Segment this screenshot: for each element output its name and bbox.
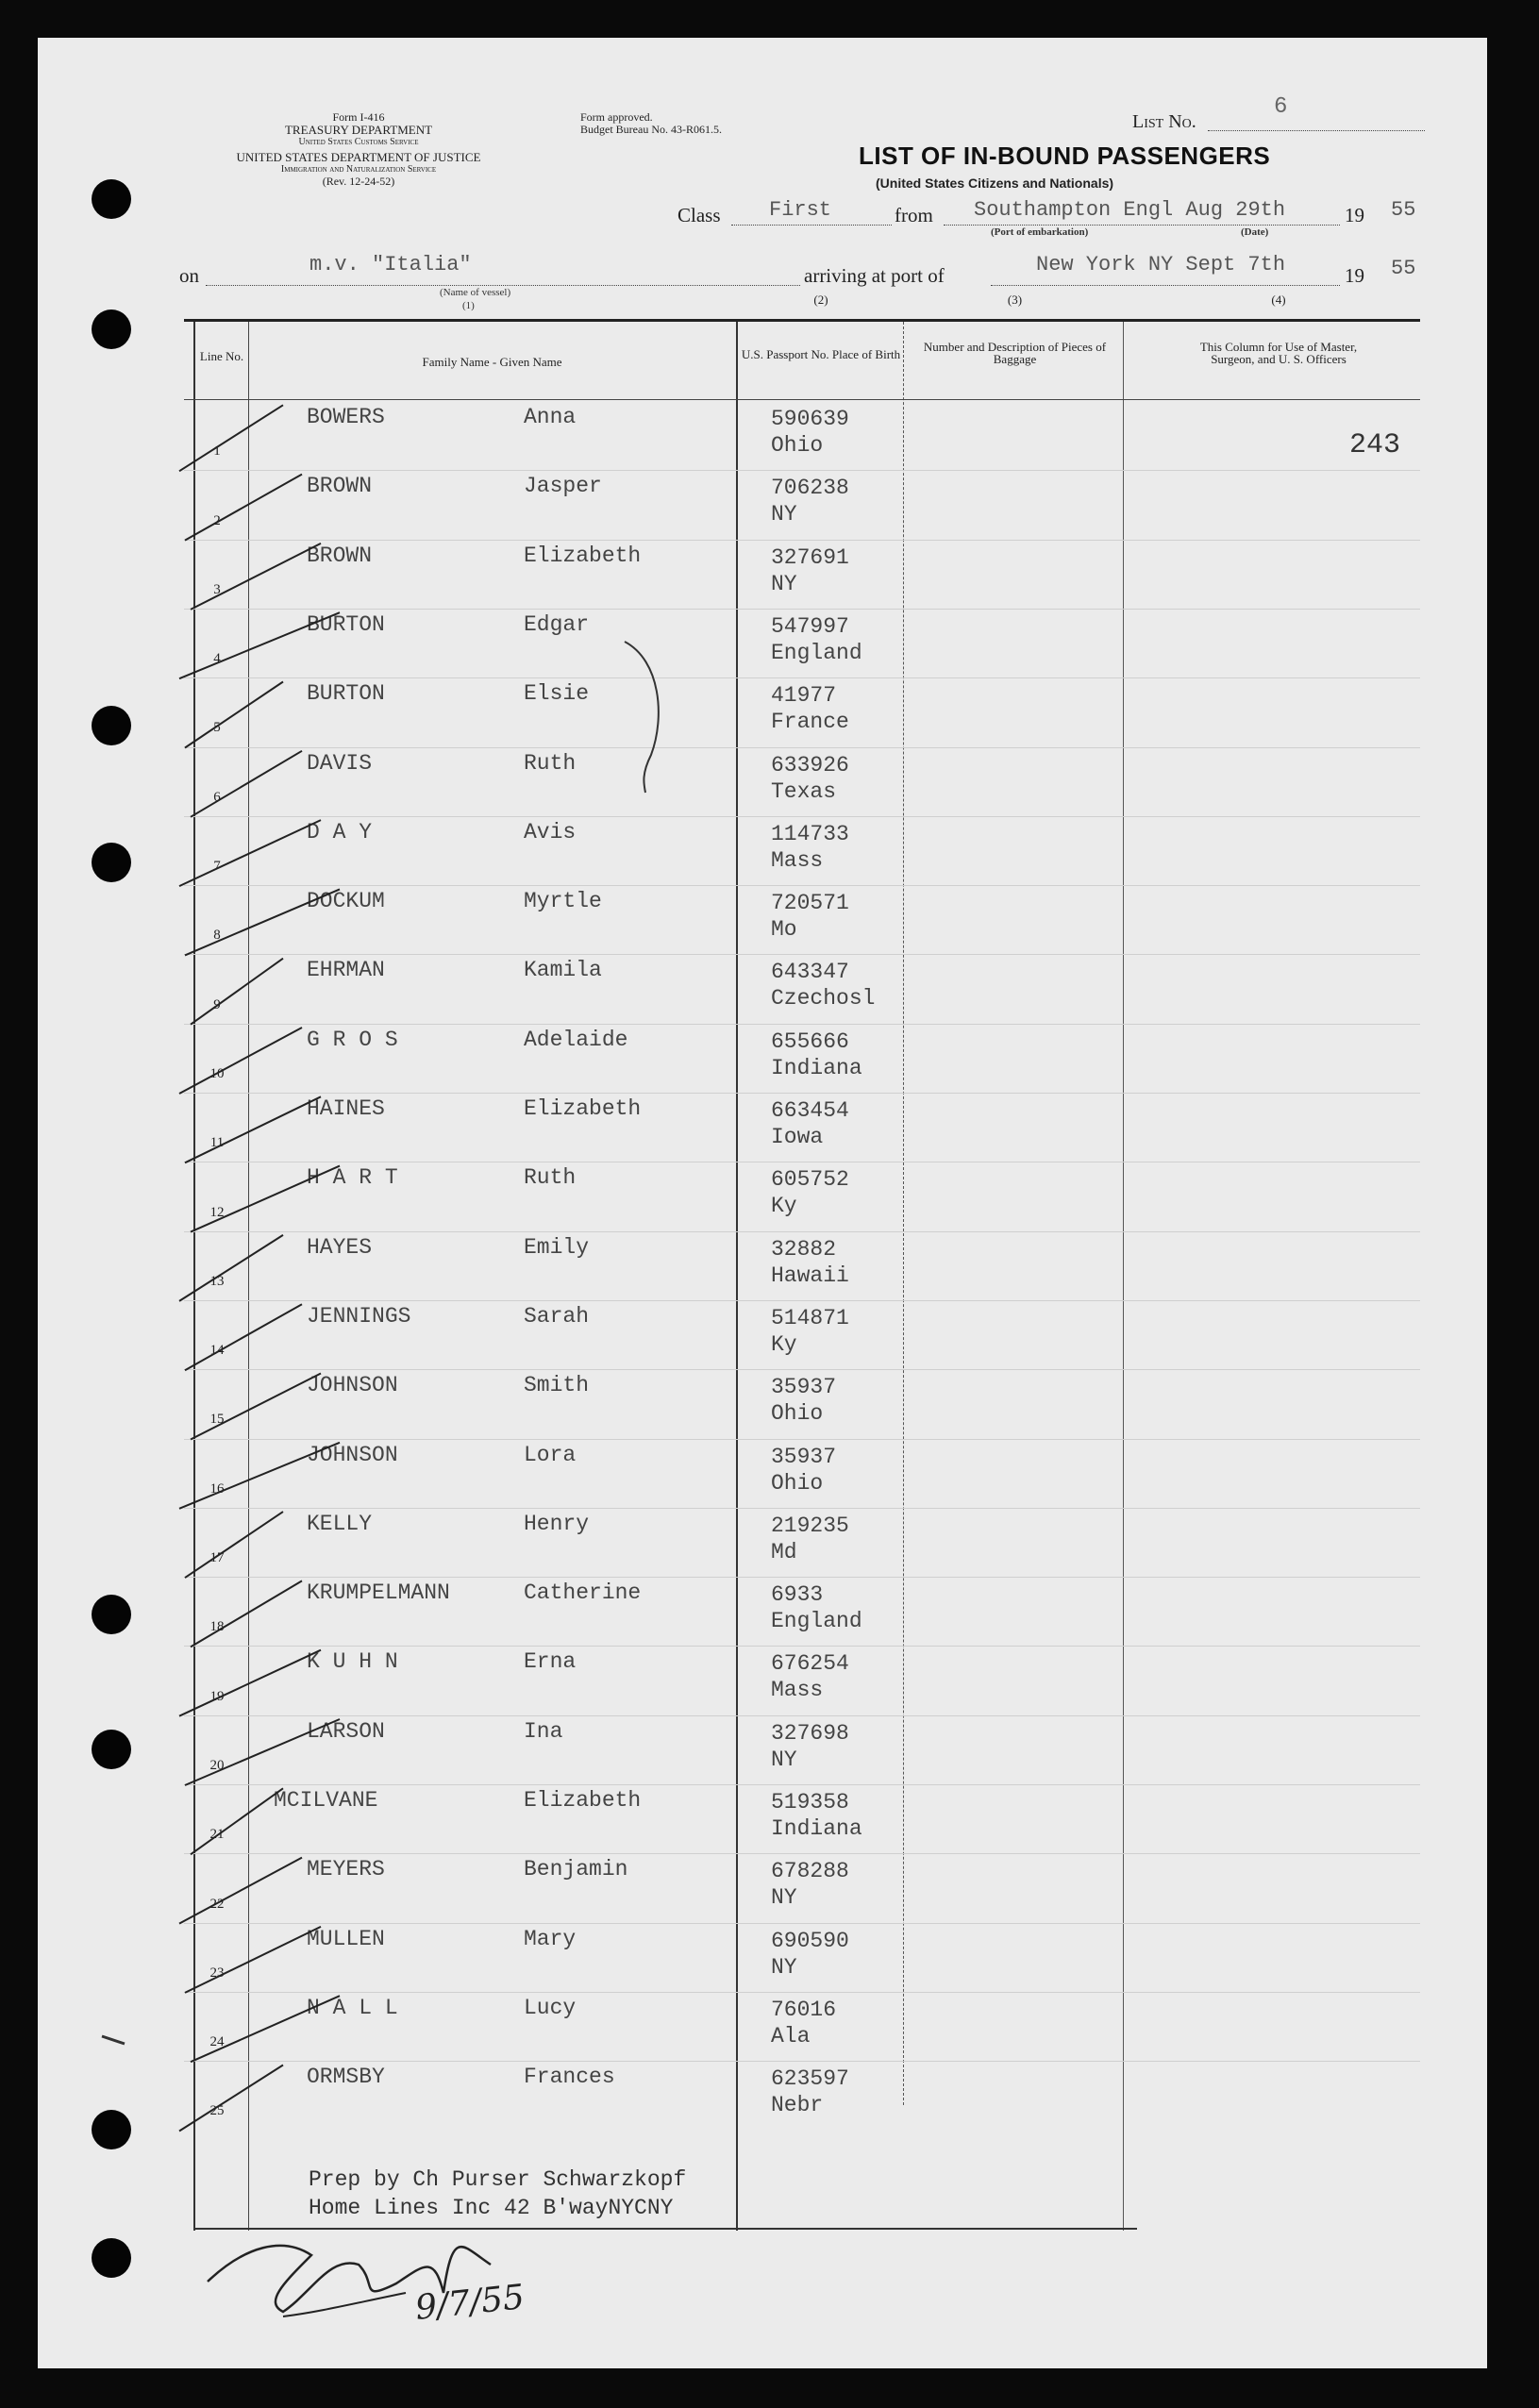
line-number: 5 bbox=[213, 720, 221, 736]
given-name: Myrtle bbox=[524, 889, 602, 914]
agency-line: Immigration and Naturalization Service bbox=[280, 164, 437, 175]
prep-line: Prep by Ch Purser Schwarzkopf bbox=[309, 2167, 687, 2192]
place-of-birth: Iowa bbox=[771, 1125, 824, 1149]
given-name: Smith bbox=[524, 1373, 590, 1398]
family-name: HAYES bbox=[307, 1234, 373, 1260]
line-number: 6 bbox=[213, 789, 221, 805]
approval-line: Budget Bureau No. 43-R061.5. bbox=[580, 123, 722, 136]
given-name: Mary bbox=[524, 1926, 577, 1951]
check-mark bbox=[191, 1374, 321, 1440]
given-name: Frances bbox=[524, 2065, 615, 2090]
arrival-value: New York NY Sept 7th bbox=[1036, 253, 1286, 276]
family-name: JOHNSON bbox=[307, 1442, 398, 1467]
line-number: 17 bbox=[209, 1550, 225, 1566]
passport-number: 690590 bbox=[771, 1928, 849, 1953]
line-number: 20 bbox=[209, 1757, 225, 1773]
place-of-birth: NY bbox=[771, 1885, 797, 1911]
place-of-birth: Ohio bbox=[771, 1401, 824, 1427]
passport-number: 114733 bbox=[771, 821, 849, 846]
place-of-birth: Ky bbox=[771, 1331, 797, 1357]
place-of-birth: Ohio bbox=[771, 1470, 824, 1496]
check-mark bbox=[185, 1512, 283, 1578]
given-name: Benjamin bbox=[524, 1857, 628, 1882]
place-of-birth: Ala bbox=[771, 2023, 811, 2048]
family-name: MCILVANE bbox=[274, 1788, 378, 1813]
family-name: K U H N bbox=[307, 1649, 398, 1675]
line-number: 4 bbox=[213, 651, 221, 667]
passport-number: 663454 bbox=[771, 1098, 849, 1123]
given-name: Edgar bbox=[524, 611, 590, 637]
list-no-label: List No. bbox=[1132, 111, 1196, 132]
given-name: Elizabeth bbox=[524, 543, 642, 568]
place-of-birth: Mass bbox=[771, 847, 824, 873]
col-passport: U.S. Passport No. Place of Birth bbox=[741, 347, 901, 361]
given-name: Ina bbox=[524, 1718, 563, 1744]
line-number: 11 bbox=[209, 1135, 225, 1151]
passport-number: 590639 bbox=[771, 407, 849, 431]
date-caption: (Date) bbox=[1241, 226, 1269, 238]
passport-number: 676254 bbox=[771, 1651, 849, 1677]
line-number: 8 bbox=[213, 928, 221, 944]
line-number: 10 bbox=[209, 1065, 225, 1081]
class-value: First bbox=[769, 198, 832, 222]
given-name: Catherine bbox=[524, 1580, 642, 1606]
given-name: Anna bbox=[524, 405, 577, 429]
family-name: H A R T bbox=[307, 1165, 398, 1191]
place-of-birth: NY bbox=[771, 1747, 797, 1772]
check-mark bbox=[179, 1235, 283, 1301]
check-mark bbox=[191, 1788, 283, 1854]
given-name: Ruth bbox=[524, 750, 577, 776]
passport-number: 623597 bbox=[771, 2066, 849, 2092]
col-officers: This Column for Use of Master, Surgeon, and U. S. Officers bbox=[1199, 340, 1358, 366]
family-name: G R O S bbox=[307, 1027, 398, 1052]
family-name: HAINES bbox=[307, 1096, 385, 1121]
signature-date: 9/7/55 bbox=[413, 2278, 527, 2328]
place-of-birth: Nebr bbox=[771, 2093, 824, 2118]
place-of-birth: Mass bbox=[771, 1678, 824, 1703]
passport-number: 655666 bbox=[771, 1028, 849, 1054]
family-name: MEYERS bbox=[307, 1857, 385, 1882]
family-name: BROWN bbox=[307, 474, 373, 499]
page-title: LIST OF IN-BOUND PASSENGERS bbox=[859, 142, 1271, 170]
given-name: Lucy bbox=[524, 1995, 577, 2020]
given-name: Henry bbox=[524, 1511, 590, 1536]
passport-number: 519358 bbox=[771, 1790, 849, 1814]
place-of-birth: Czechosl bbox=[771, 986, 876, 1012]
revision-line: (Rev. 12-24-52) bbox=[322, 175, 395, 188]
line-number: 15 bbox=[209, 1412, 225, 1428]
family-name: EHRMAN bbox=[307, 958, 385, 983]
year-label: 19 bbox=[1345, 204, 1364, 226]
line-number: 19 bbox=[209, 1688, 225, 1704]
col-officers-number: (4) bbox=[1271, 293, 1286, 307]
port-caption: (Port of embarkation) bbox=[991, 226, 1089, 238]
check-mark bbox=[179, 612, 340, 678]
family-name: BOWERS bbox=[307, 405, 385, 429]
list-no-value: 6 bbox=[1274, 94, 1288, 120]
check-mark bbox=[185, 889, 340, 955]
given-name: Emily bbox=[524, 1234, 590, 1260]
given-name: Jasper bbox=[524, 474, 602, 499]
place-of-birth: Indiana bbox=[771, 1055, 862, 1080]
place-of-birth: England bbox=[771, 1609, 862, 1634]
check-mark bbox=[179, 1858, 302, 1924]
passport-number: 643347 bbox=[771, 960, 849, 985]
passport-number: 547997 bbox=[771, 613, 849, 639]
passport-number: 6933 bbox=[771, 1582, 824, 1608]
passport-number: 605752 bbox=[771, 1167, 849, 1193]
passport-number: 327698 bbox=[771, 1720, 849, 1746]
arrival-year-label: 19 bbox=[1345, 264, 1364, 287]
line-number: 13 bbox=[209, 1273, 225, 1289]
family-name: LARSON bbox=[307, 1718, 385, 1744]
passport-number: 633926 bbox=[771, 752, 849, 778]
given-name: Elizabeth bbox=[524, 1788, 642, 1813]
place-of-birth: Hawaii bbox=[771, 1263, 849, 1288]
stamp-number: 243 bbox=[1349, 429, 1401, 461]
place-of-birth: NY bbox=[771, 1954, 797, 1980]
given-name: Avis bbox=[524, 819, 577, 844]
line-number: 24 bbox=[209, 2034, 225, 2050]
family-name: KELLY bbox=[307, 1511, 373, 1536]
check-mark bbox=[191, 959, 283, 1025]
line-number: 7 bbox=[213, 859, 221, 875]
check-mark bbox=[185, 475, 302, 541]
from-value: Southampton Engl Aug 29th bbox=[974, 198, 1286, 222]
passport-number: 327691 bbox=[771, 544, 849, 570]
family-name: N A L L bbox=[307, 1995, 398, 2020]
family-name: D A Y bbox=[307, 819, 373, 844]
check-mark bbox=[191, 751, 302, 817]
family-name: BROWN bbox=[307, 543, 373, 568]
margin-tick bbox=[102, 2036, 125, 2044]
given-name: Elizabeth bbox=[524, 1096, 642, 1121]
passport-number: 41977 bbox=[771, 683, 837, 709]
check-mark bbox=[191, 1580, 302, 1647]
line-number: 18 bbox=[209, 1619, 225, 1635]
check-mark bbox=[179, 1443, 340, 1509]
vessel-value: m.v. "Italia" bbox=[309, 253, 472, 276]
family-name: MULLEN bbox=[307, 1926, 385, 1951]
given-name: Lora bbox=[524, 1442, 577, 1467]
place-of-birth: Ky bbox=[771, 1194, 797, 1219]
agency-line: United States Customs Service bbox=[298, 137, 419, 147]
passport-number: 76016 bbox=[771, 1997, 837, 2022]
check-mark bbox=[179, 405, 283, 471]
place-of-birth: NY bbox=[771, 502, 797, 527]
line-number: 9 bbox=[213, 996, 221, 1012]
passport-number: 32882 bbox=[771, 1236, 837, 1262]
line-number: 22 bbox=[209, 1896, 225, 1912]
col-name: Family Name - Given Name bbox=[422, 355, 562, 369]
family-name: DAVIS bbox=[307, 750, 373, 776]
line-number: 25 bbox=[209, 2103, 225, 2119]
company-line: Home Lines Inc 42 B'wayNYCNY bbox=[309, 2196, 674, 2220]
arriving-label: arriving at port of bbox=[804, 264, 945, 287]
col-baggage-number: (3) bbox=[1007, 293, 1023, 307]
line-number: 1 bbox=[213, 443, 221, 460]
check-mark bbox=[185, 1304, 302, 1370]
check-mark bbox=[191, 543, 321, 610]
bracket-mark bbox=[625, 642, 659, 793]
place-of-birth: France bbox=[771, 710, 849, 735]
check-mark bbox=[185, 682, 283, 748]
form-number: Form I-416 bbox=[332, 110, 385, 124]
place-of-birth: NY bbox=[771, 571, 797, 596]
passport-number: 706238 bbox=[771, 476, 849, 501]
on-label: on bbox=[179, 264, 199, 287]
place-of-birth: Md bbox=[771, 1539, 797, 1564]
given-name: Erna bbox=[524, 1649, 577, 1675]
passport-number: 720571 bbox=[771, 891, 849, 916]
line-number: 21 bbox=[209, 1827, 225, 1843]
line-number: 14 bbox=[209, 1343, 225, 1359]
check-mark bbox=[191, 1996, 340, 2062]
col-line-no: Line No. bbox=[199, 349, 244, 363]
line-number: 23 bbox=[209, 1965, 225, 1981]
from-label: from bbox=[895, 204, 933, 226]
passport-number: 514871 bbox=[771, 1305, 849, 1330]
line-number: 3 bbox=[213, 581, 221, 597]
given-name: Adelaide bbox=[524, 1027, 628, 1052]
line-number: 16 bbox=[209, 1480, 225, 1497]
col-baggage: Number and Description of Pieces of Baggage bbox=[923, 340, 1107, 366]
check-mark bbox=[191, 1166, 340, 1232]
arrival-year-value: 55 bbox=[1391, 257, 1416, 280]
passport-number: 678288 bbox=[771, 1859, 849, 1884]
given-name: Sarah bbox=[524, 1303, 590, 1329]
vessel-caption: (Name of vessel) bbox=[440, 287, 511, 298]
family-name: KRUMPELMANN bbox=[307, 1580, 450, 1606]
passport-number: 35937 bbox=[771, 1375, 837, 1400]
place-of-birth: Ohio bbox=[771, 433, 824, 458]
family-name: BURTON bbox=[307, 681, 385, 707]
place-of-birth: Texas bbox=[771, 778, 837, 804]
year-value: 55 bbox=[1391, 198, 1416, 222]
given-name: Kamila bbox=[524, 958, 602, 983]
family-name: ORMSBY bbox=[307, 2065, 385, 2090]
family-name: DOCKUM bbox=[307, 889, 385, 914]
check-mark bbox=[179, 820, 321, 886]
col-passport-number: (2) bbox=[813, 293, 828, 307]
class-label: Class bbox=[677, 204, 721, 226]
given-name: Elsie bbox=[524, 681, 590, 707]
check-mark bbox=[185, 1927, 321, 1993]
agency-line: UNITED STATES DEPARTMENT OF JUSTICE bbox=[236, 150, 481, 164]
page-subtitle: (United States Citizens and Nationals) bbox=[876, 176, 1114, 191]
check-marks bbox=[179, 405, 340, 2131]
agency-line: TREASURY DEPARTMENT bbox=[284, 123, 433, 137]
place-of-birth: Mo bbox=[771, 917, 797, 943]
place-of-birth: Indiana bbox=[771, 1816, 862, 1841]
passport-number: 219235 bbox=[771, 1513, 849, 1538]
check-mark bbox=[179, 1650, 321, 1716]
approval-line: Form approved. bbox=[580, 110, 653, 124]
passport-number: 35937 bbox=[771, 1444, 837, 1469]
given-name: Ruth bbox=[524, 1165, 577, 1191]
line-number: 2 bbox=[213, 512, 221, 528]
family-name: JOHNSON bbox=[307, 1373, 398, 1398]
check-mark bbox=[185, 1719, 340, 1785]
line-number: 12 bbox=[209, 1204, 225, 1220]
check-mark bbox=[179, 2065, 283, 2132]
check-mark bbox=[185, 1096, 321, 1162]
family-name: JENNINGS bbox=[307, 1303, 411, 1329]
place-of-birth: England bbox=[771, 640, 862, 665]
vessel-col-number: (1) bbox=[462, 300, 475, 311]
family-name: BURTON bbox=[307, 611, 385, 637]
check-mark bbox=[179, 1028, 302, 1094]
